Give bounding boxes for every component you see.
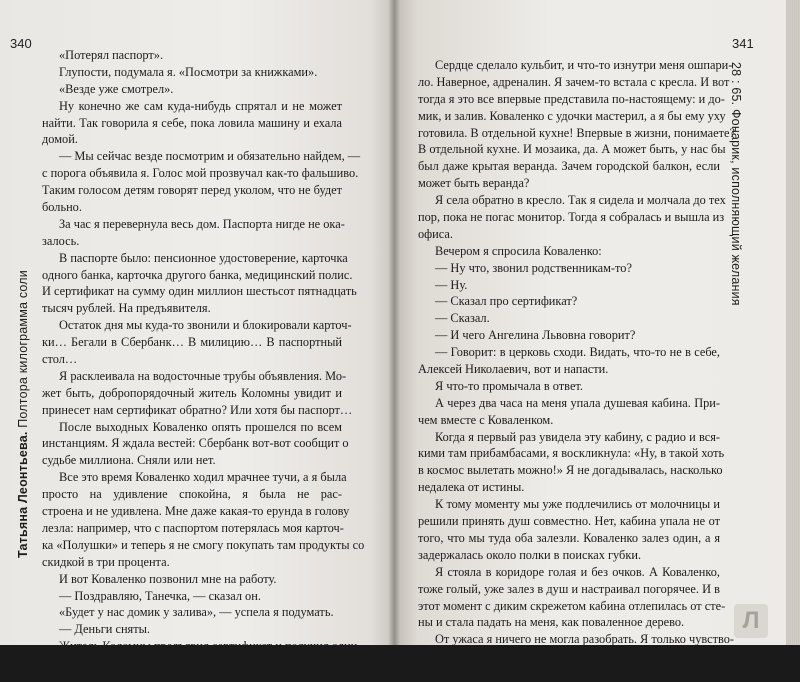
text-line: решили принять душ совместно. Нет, кабина упала не от <box>418 514 720 529</box>
text-line: кими там прибамбасами, я воскликнула: «Ну, в такой хоть <box>418 446 725 461</box>
text-line: недалека от истины. <box>418 480 525 495</box>
text-line: мик, и залив. Коваленко с удочки мастерил, а я бы ему уху <box>418 108 726 123</box>
text-line: скидкой в три процента. <box>42 554 170 569</box>
text-line: Я что-то промычала в ответ. <box>435 378 583 393</box>
text-line: офиса. <box>418 226 453 241</box>
page-edges <box>786 0 800 645</box>
text-line: вала, как на меня пикируют мыльницы и запасные лезвия. <box>418 649 725 664</box>
text-line: тогда я это все впервые представила по-настоящему: и до- <box>418 91 725 106</box>
book-gutter <box>388 0 400 645</box>
text-line: судьбе миллиона. Сняли или нет. <box>42 453 216 468</box>
text-line: Когда я первый раз увидела эту кабину, с радио и вся- <box>435 429 720 444</box>
running-head-author: Татьяна Леонтьева. <box>16 431 30 558</box>
page-number-right: 341 <box>732 36 754 51</box>
text-line: больно. <box>42 200 82 215</box>
text-line: Остаток дня мы куда-то звонили и блокировали карточ- <box>59 318 352 333</box>
text-line: В паспорте было: пенсионное удостоверение, карточка <box>59 250 348 265</box>
text-line: инстанциям. Я ждала вестей: Сбербанк вот-вот сообщит о <box>42 436 349 451</box>
text-line: Я стояла в коридоре голая и без очков. А Коваленко, <box>435 564 720 579</box>
text-line: домой. <box>42 132 78 147</box>
text-line: Алексей Николаевич, вот и напасти. <box>418 362 609 377</box>
text-line: — Ну что, звонил родственникам-то? <box>435 260 632 275</box>
text-line: Житель Коломны предъявил сертификат и получил один <box>59 639 358 654</box>
text-line: В отдельной кухне. И мозаика, да. А может быть, у нас бы <box>418 142 726 157</box>
text-line: «Везде уже смотрел». <box>59 81 174 96</box>
text-line: чем вместе с Коваленком. <box>418 412 554 427</box>
text-line: Вечером я спросила Коваленко: <box>435 243 602 258</box>
text-line: И сертификат на сумму один миллион шестьсот пятнадцать <box>42 284 357 299</box>
text-line: того, что мы туда оба залезли. Коваленко залез один, а я <box>418 530 720 545</box>
text-line: Я села обратно в кресло. Так я сидела и молчала до тех <box>435 193 726 208</box>
text-line: ны и стала падать на меня, как поваленное дерево. <box>418 615 685 630</box>
text-line: был даже крытая веранда. Зачем городской балкон, если <box>418 159 720 174</box>
running-head-right: 28 : 65. Фонарик, исполняющий желания <box>729 62 743 306</box>
text-line: просто на удивление спокойна, я была не рас- <box>42 487 342 502</box>
text-line: — И чего Ангелина Львовна говорит? <box>435 328 636 343</box>
text-line: Я расклеивала на водосточные трубы объявления. Мо- <box>59 368 347 383</box>
left-page <box>0 0 394 671</box>
page-number-left: 340 <box>10 36 32 51</box>
text-line: После выходных Коваленко опять прошелся по всем <box>59 419 342 434</box>
text-line: жет быть, добропорядочный житель Коломны увидит и <box>42 385 342 400</box>
text-line: — Поздравляю, Танечка, — сказал он. <box>59 588 261 603</box>
text-line: — Сказал про сертификат? <box>435 294 578 309</box>
text-line: — Мы сейчас везде посмотрим и обязательно найдем, — <box>59 149 361 164</box>
text-line: Сердце сделало кульбит, и что-то изнутри меня ошпари- <box>435 58 733 72</box>
text-line: За час я перевернула весь дом. Паспорта нигде не ока- <box>59 216 345 231</box>
text-line: Ну конечно же сам куда-нибудь спрятал и не может <box>59 98 342 113</box>
text-line: тоже голый, уже залез в душ и настраивал погорячее. И в <box>418 581 720 596</box>
text-line: найти. Так говорила я себе, пока ловила машину и ехала <box>42 115 342 130</box>
text-line: Все это время Коваленко ходил мрачнее тучи, а я была <box>59 470 347 485</box>
text-line: ка «Полушки» и теперь я не смогу покупать там продукты со <box>42 537 365 552</box>
text-line: К тому моменту мы уже подлечились от молочницы и <box>435 497 720 512</box>
text-line: миллион шестьсот пятнадцать тысяч рублей. <box>42 656 279 671</box>
text-line: Ну и всякий-разный там шампунь. <box>418 666 601 681</box>
text-line: — Сказал. <box>435 311 490 326</box>
text-line: стол… <box>42 352 78 367</box>
text-line: Таким голосом детям говорят перед уколом, что не будет <box>42 183 342 198</box>
running-head-left <box>16 270 30 558</box>
running-head-title: Полтора килограмма соли <box>16 270 30 428</box>
text-line: — Ну. <box>435 277 468 292</box>
text-line: строена и не удивлена. Мне даже какая-то ерунда в голову <box>42 504 350 519</box>
text-line: — Деньги сняты. <box>59 622 151 637</box>
text-line: тысяч рублей. На предъявителя. <box>42 301 211 316</box>
text-line: А через два часа на меня упала душевая кабина. При- <box>435 395 720 410</box>
text-line: может быть веранда? <box>418 176 530 191</box>
text-line: И вот Коваленко позвонил мне на работу. <box>59 571 277 586</box>
text-line: в космос вылетать можно!» Я не догадывалась, насколько <box>418 463 723 478</box>
text-line: ки… Бегали в Сбербанк… В милицию… В паспортный <box>42 335 342 350</box>
left-text-column <box>42 47 365 672</box>
text-line: «Потерял паспорт». <box>59 48 164 62</box>
text-line: задержалась около полки в поисках губки. <box>418 547 642 562</box>
text-line: — Говорит: в церковь сходи. Видать, что-то не в себе, <box>435 345 720 360</box>
publisher-logo-icon: Л <box>734 604 768 638</box>
text-line: этот момент с диким скрежетом кабина отлепилась от сте- <box>418 598 726 613</box>
text-line: одного банка, карточка другого банка, медицинский полис. <box>42 267 353 282</box>
text-line: пор, пока не погас монитор. Тогда я собралась и вышла из <box>418 210 725 225</box>
text-line: с порога объявила я. Голос мой прозвучал как-то фальшиво. <box>42 166 359 181</box>
text-line: «Будет у нас домик у залива», — успела я подумать. <box>59 605 334 620</box>
text-line: залось. <box>42 233 80 248</box>
text-line: лезла: например, что с паспортом потерялась моя карточ- <box>42 520 344 535</box>
text-line: готовила. В отдельной кухне! Впервые в жизни, понимаете? <box>418 125 735 140</box>
text-line: Глупости, подумала я. «Посмотри за книжками». <box>59 64 318 79</box>
text-line: принесет нам сертификат обратно? Или хотя бы паспорт… <box>42 402 353 417</box>
right-text-column <box>418 57 735 682</box>
right-page <box>394 0 786 681</box>
text-line: От ужаса я ничего не могла разобрать. Я только чувство- <box>435 632 735 647</box>
text-line: ло. Наверное, адреналин. Я зачем-то встала с кресла. И вот <box>418 74 730 89</box>
